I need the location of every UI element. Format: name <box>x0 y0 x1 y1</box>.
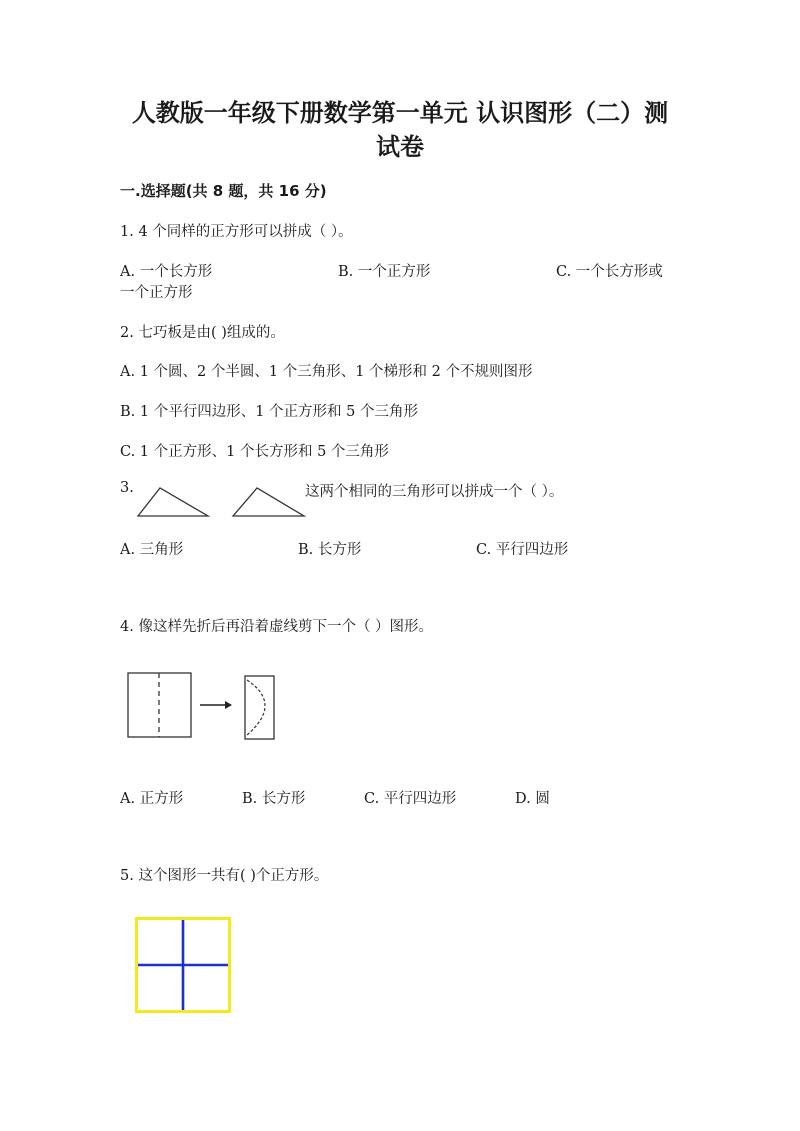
q3-triangles-figure <box>130 485 310 521</box>
q2-option-a: A. 1 个圆、2 个半圆、1 个三角形、1 个梯形和 2 个不规则图形 <box>120 364 533 380</box>
q4-option-d: D. 圆 <box>515 791 550 807</box>
question-5: 5. 这个图形一共有( )个正方形。 <box>120 868 329 884</box>
title-line-1: 人教版一年级下册数学第一单元 认识图形（二）测 <box>131 99 669 127</box>
q2-option-b: B. 1 个平行四边形、1 个正方形和 5 个三角形 <box>120 404 418 420</box>
arrow-head <box>225 701 232 709</box>
q1-option-c: C. 一个长方形或 <box>556 264 663 280</box>
triangle-1 <box>138 488 208 516</box>
question-2: 2. 七巧板是由( )组成的。 <box>120 325 285 341</box>
page-title <box>100 96 700 164</box>
question-3-number: 3. <box>120 480 134 496</box>
q1-option-b: B. 一个正方形 <box>338 264 431 280</box>
q4-fold-cut-figure <box>125 670 285 742</box>
q2-option-c: C. 1 个正方形、1 个长方形和 5 个三角形 <box>120 444 389 460</box>
cut-curve <box>247 680 265 735</box>
q5-square-figure <box>135 917 232 1014</box>
q1-option-a: A. 一个长方形 <box>120 264 213 280</box>
triangle-2 <box>233 488 304 516</box>
question-1: 1. 4 个同样的正方形可以拼成（ ）。 <box>120 224 353 240</box>
question-4: 4. 像这样先折后再沿着虚线剪下一个（ ）图形。 <box>120 619 434 635</box>
q4-option-b: B. 长方形 <box>242 791 306 807</box>
question-3-text: 这两个相同的三角形可以拼成一个（ ）。 <box>305 484 564 500</box>
q4-option-c: C. 平行四边形 <box>364 791 457 807</box>
title-line-2: 试卷 <box>376 133 424 161</box>
section-heading: 一.选择题(共 8 题，共 16 分) <box>120 182 327 200</box>
q4-option-a: A. 正方形 <box>120 791 184 807</box>
q1-option-c-continued: 一个正方形 <box>120 285 193 301</box>
folded-paper <box>245 676 274 739</box>
q3-option-c: C. 平行四边形 <box>476 542 569 558</box>
q3-option-a: A. 三角形 <box>120 542 184 558</box>
q3-option-b: B. 长方形 <box>298 542 362 558</box>
